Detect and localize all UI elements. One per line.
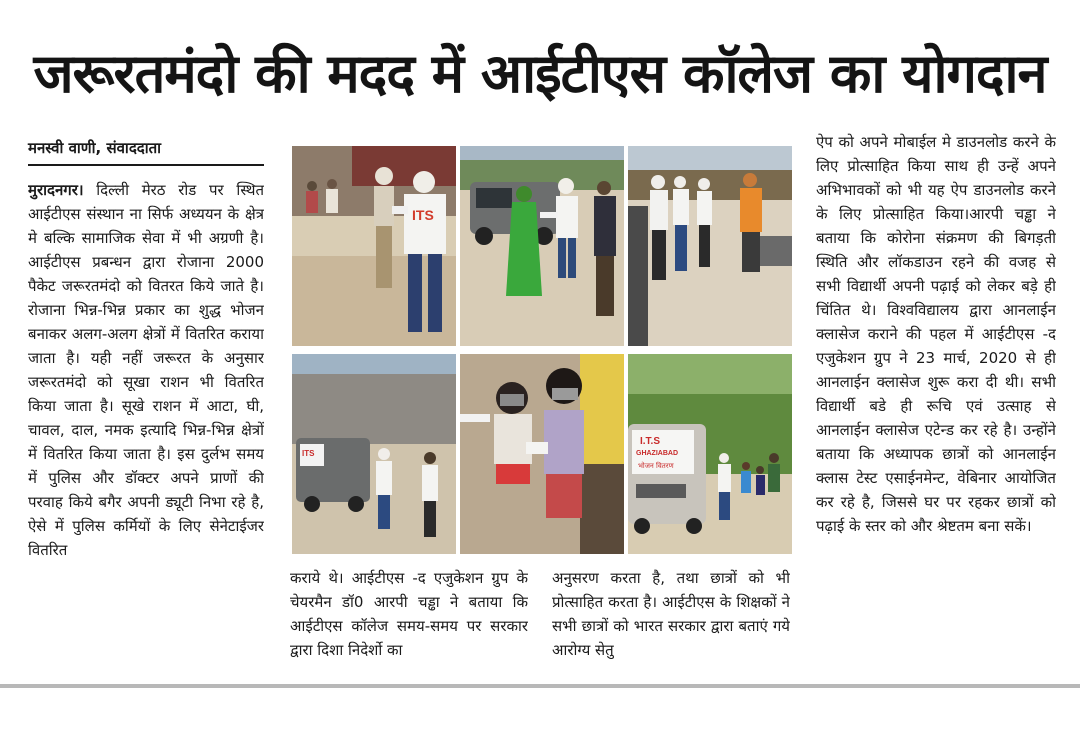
van-sign-title: I.T.S [640,436,661,447]
photo-its-food-van [628,354,792,554]
photo-children [460,354,624,554]
dateline: मुरादनगर। [28,181,84,199]
byline-divider [28,164,264,166]
byline: मनस्वी वाणी, संवाददाता [28,139,162,157]
photo-food-handout-1 [292,146,456,346]
photo-food-handout-2 [460,146,624,346]
van-sign-city: GHAZIABAD [636,450,678,457]
article-column-2: कराये थे। आईटीएस -द एजुकेशन ग्रुप के चेयरमैन डॉ0 आरपी चड्ढा ने बताया कि आईटीएस कॉलेज समय-समय पर सरकार द्वारा दिशा निदेर्शो का [290,569,528,659]
article-column-1 [28,178,264,678]
van-sign-hindi: भोजन वितरण [638,462,674,470]
article-column-3: अनुसरण करता है, तथा छात्रों को भी प्रोत्साहित करता है। आईटीएस के शिक्षकों ने सभी छात्रों को भारत सरकार द्वारा बताएं गये आरोग्य सेतु [552,569,790,659]
article-headline: जरूरतमंदो की मदद में आईटीएस कॉलेज का योगदान [33,42,1047,105]
column-1-text: दिल्ली मेरठ रोड पर स्थित आईटीएस संस्थान ना सिर्फ अध्ययन के क्षेत्र मे बल्कि सामाजिक सेवा में भी अग्रणी है। आईटीएस प्रबन्धन द्वारा रोजाना 2000 पैकेट जरूरतमंदो को वितरत किये जाते है। रोजाना भिन्न-भिन्न प्रकार का शुद्ध भोजन बनाकर अलग-अलग क्षेत्रों में वितरित कराया जाता है। यही नहीं जरूरत के अनुसार जरूरतमंदो को सूखा राशन भी वितरित किया जाता है। सूखे राशन में आटा, घी, चावल, दाल, नमक इत्यादि भिन्न-भिन्न क्षेत्रों में वितरित किया जाता है। इस दुर्लभ समय में पुलिस और डॉक्टर अपने प्राणों की परवाह किये बगैर अपनी ड्यूटी निभा रहे है, ऐसे में पुलिस कर्मियों के लिए सेनेटाईजर वितरित [28,181,264,559]
photo-collage [292,146,792,554]
shirt-logo: ITS [412,207,434,223]
photo-distribution-van [292,354,456,554]
article-column-4: ऐप को अपने मोबाईल मे डाउनलोड करने के लिए प्रोत्साहित किया साथ ही उन्हें अपने अभिभावकों को भी यह ऐप डाउनलोड करने के लिए प्रोत्साहित किया।आरपी चड्ढा ने बताया कि कोरोना संक्रमण की बिगड़ती स्थिति और लॉकडाउन रहने की वजह से सभी विद्यार्थी अपनी पढ़ाई को लेकर बड़े ही चिंतित थे। विश्वविद्यालय द्वारा आनलाईन क्लासेज कराने की पहल में आईटीएस -द एजुकेशन ग्रुप ने 23 मार्च, 2020 से ही आनलाईन क्लासेज शुरू करा दी थी। सभी विद्यार्थी बडे ही रूचि एवं उत्साह से आनलाईन क्लासेज एटेन्ड कर रहे है। उन्होंने बताया कि अध्यापक छात्रों को आनलाईन क्लास टेस्ट एसाईनमेन्ट, वेबिनार आयोजित कर रहे है, जिससे घर पर रहकर छात्रों को पढ़ाई के स्तर को और श्रेष्टतम बना सकें। [816,133,1056,535]
van-sign-small: ITS [302,449,315,458]
photo-food-handout-3 [628,146,792,346]
page-bottom-divider [0,684,1080,688]
